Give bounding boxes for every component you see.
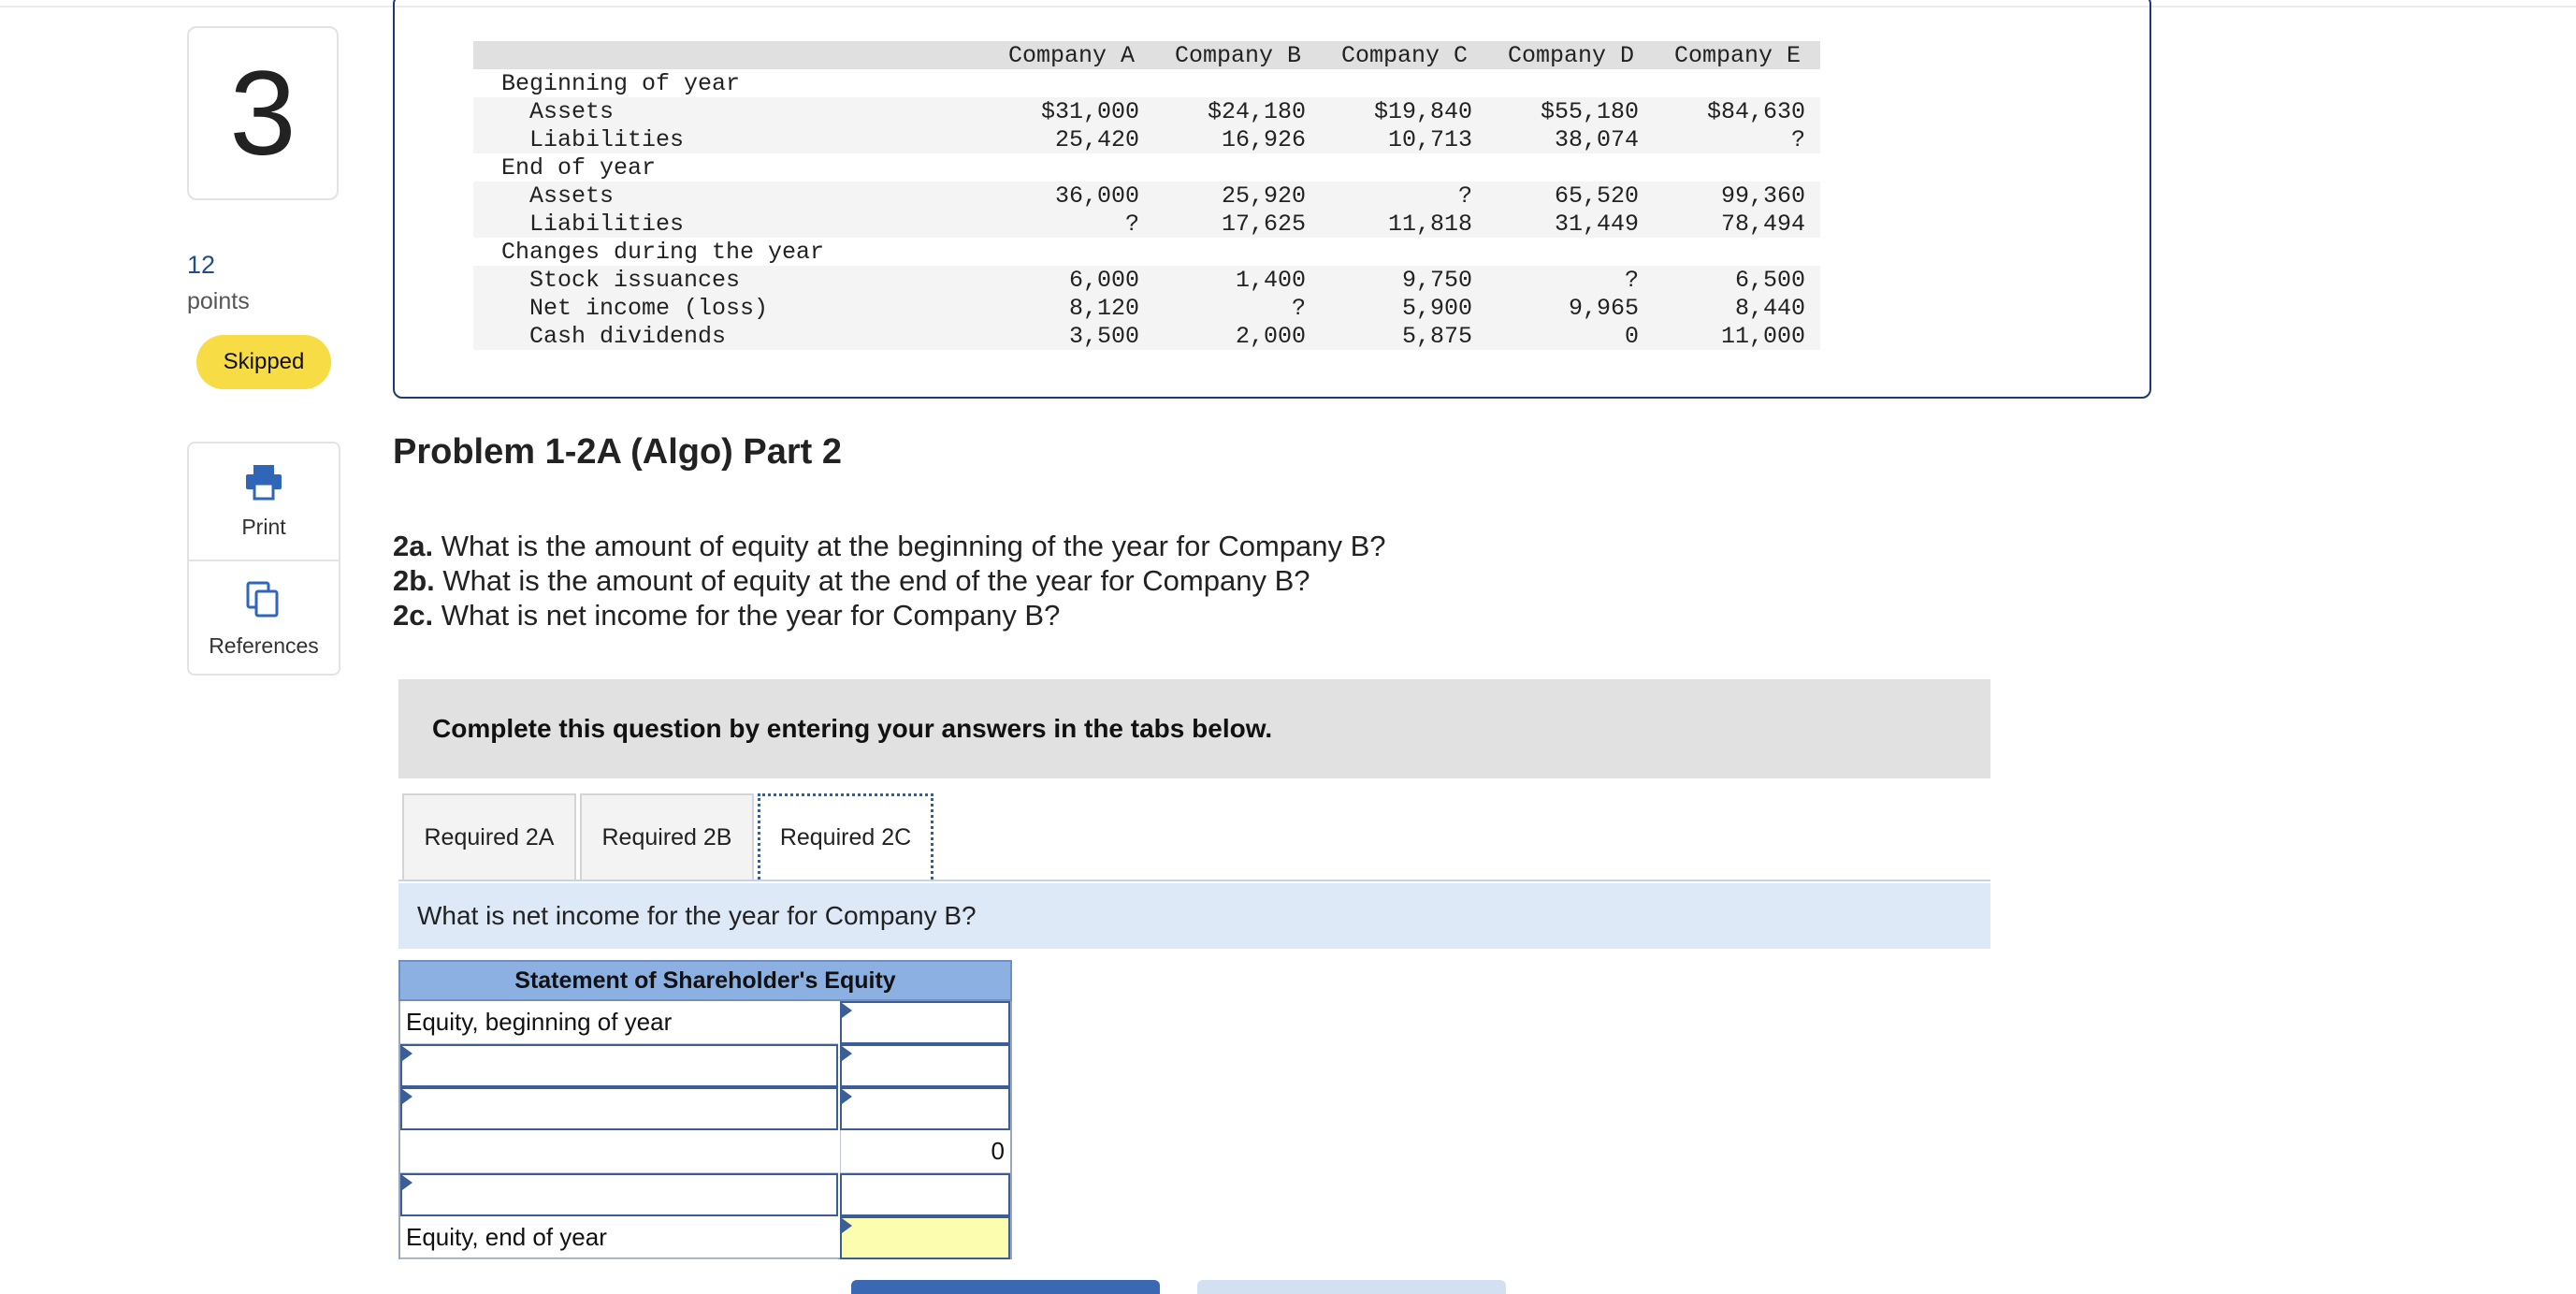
worksheet-title: Statement of Shareholder's Equity bbox=[398, 960, 1012, 1001]
question-part-2c bbox=[393, 599, 1060, 632]
row-label: Net income (loss) bbox=[529, 295, 769, 322]
table-cell: ? bbox=[1124, 211, 1139, 238]
references-icon bbox=[245, 580, 282, 624]
table-cell: 8,440 bbox=[1734, 295, 1805, 322]
dropdown-flag-icon bbox=[842, 1089, 852, 1104]
references-label: References bbox=[209, 633, 319, 658]
row-2-amount-field[interactable] bbox=[842, 1046, 1003, 1085]
table-cell: 5,875 bbox=[1401, 323, 1472, 350]
table-cell: 17,625 bbox=[1221, 211, 1306, 238]
equity-beginning-field[interactable] bbox=[842, 1003, 1003, 1042]
points-label: points bbox=[187, 288, 250, 314]
dropdown-flag-icon bbox=[842, 1003, 852, 1018]
table-cell: 0 bbox=[1624, 323, 1639, 350]
row-3-amount-field[interactable] bbox=[842, 1089, 1003, 1128]
equity-beginning-input[interactable] bbox=[840, 1001, 1010, 1044]
active-question-band bbox=[398, 883, 1990, 949]
subtotal-value: 0 bbox=[840, 1130, 1010, 1173]
question-number: 3 bbox=[229, 46, 297, 181]
worksheet-row-5 bbox=[398, 1173, 1012, 1216]
worksheet-row-subtotal bbox=[398, 1130, 1012, 1173]
table-cell: $55,180 bbox=[1540, 98, 1639, 125]
question-part-2b bbox=[393, 564, 1310, 598]
tab-required-2c[interactable]: Required 2C bbox=[758, 793, 933, 880]
table-cell: 36,000 bbox=[1054, 182, 1139, 210]
column-header: Company D bbox=[1508, 42, 1635, 69]
print-label: Print bbox=[241, 515, 286, 539]
row-3-label-field[interactable] bbox=[408, 1089, 836, 1128]
row-2-label-select[interactable] bbox=[400, 1044, 838, 1087]
table-cell: 11,818 bbox=[1387, 211, 1472, 238]
tools-panel bbox=[187, 442, 340, 676]
dropdown-flag-icon bbox=[402, 1046, 412, 1061]
row-label: Assets bbox=[529, 182, 615, 210]
row-5-amount-input[interactable] bbox=[840, 1173, 1010, 1216]
table-cell: 2,000 bbox=[1235, 323, 1306, 350]
table-cell: $31,000 bbox=[1040, 98, 1139, 125]
status-badge: Skipped bbox=[196, 335, 331, 389]
row-5-label-select[interactable] bbox=[400, 1173, 838, 1216]
table-cell: ? bbox=[1790, 126, 1805, 153]
equity-end-input[interactable] bbox=[840, 1216, 1010, 1259]
table-cell: $24,180 bbox=[1207, 98, 1306, 125]
question-number-box[interactable] bbox=[187, 26, 339, 200]
section-label: Beginning of year bbox=[501, 70, 741, 97]
row-label: Equity, end of year bbox=[400, 1216, 838, 1259]
tab-divider bbox=[398, 880, 1990, 881]
equity-worksheet bbox=[398, 960, 1012, 1259]
table-cell: 9,965 bbox=[1568, 295, 1639, 322]
column-header: Company A bbox=[1008, 42, 1136, 69]
equity-end-field[interactable] bbox=[842, 1218, 1003, 1258]
worksheet-row-2 bbox=[398, 1044, 1012, 1087]
section-label: Changes during the year bbox=[501, 239, 825, 266]
table-cell: $19,840 bbox=[1373, 98, 1472, 125]
tab-required-2a[interactable]: Required 2A bbox=[402, 793, 576, 880]
row-2-amount-input[interactable] bbox=[840, 1044, 1010, 1087]
column-header: Company B bbox=[1175, 42, 1302, 69]
row-label: Liabilities bbox=[529, 211, 685, 238]
table-cell: 8,120 bbox=[1068, 295, 1139, 322]
table-cell: $84,630 bbox=[1706, 98, 1805, 125]
instructions-text: Complete this question by entering your answers in the tabs below. bbox=[432, 714, 1273, 743]
row-label: Stock issuances bbox=[529, 267, 741, 294]
worksheet-row-equity-beginning bbox=[398, 1001, 1012, 1044]
question-part-2a bbox=[393, 530, 1386, 563]
row-3-amount-input[interactable] bbox=[840, 1087, 1010, 1130]
table-cell: 65,520 bbox=[1554, 182, 1639, 210]
dropdown-flag-icon bbox=[402, 1175, 412, 1190]
table-cell: 3,500 bbox=[1068, 323, 1139, 350]
column-header: Company C bbox=[1341, 42, 1469, 69]
table-cell: ? bbox=[1291, 295, 1306, 322]
table-cell: 9,750 bbox=[1401, 267, 1472, 294]
part-text: What is the amount of equity at the beginning of the year for Company B? bbox=[433, 530, 1386, 562]
row-5-label-field[interactable] bbox=[408, 1175, 836, 1214]
worksheet-row-equity-end bbox=[398, 1216, 1012, 1259]
row-label: Assets bbox=[529, 98, 615, 125]
dropdown-flag-icon bbox=[402, 1089, 412, 1104]
references-button[interactable] bbox=[189, 560, 339, 677]
table-cell: ? bbox=[1624, 267, 1639, 294]
column-header: Company E bbox=[1674, 42, 1802, 69]
table-cell: 78,494 bbox=[1720, 211, 1805, 238]
worksheet-row-3 bbox=[398, 1087, 1012, 1130]
dropdown-flag-icon bbox=[842, 1218, 852, 1233]
row-5-amount-field[interactable] bbox=[842, 1175, 1003, 1214]
table-cell: 11,000 bbox=[1720, 323, 1805, 350]
table-cell: 31,449 bbox=[1554, 211, 1639, 238]
table-cell: 6,000 bbox=[1068, 267, 1139, 294]
part-tag: 2a. bbox=[393, 530, 434, 562]
table-cell: 1,400 bbox=[1235, 267, 1306, 294]
prev-button[interactable] bbox=[851, 1280, 1160, 1294]
printer-icon bbox=[244, 463, 283, 505]
table-cell: 6,500 bbox=[1734, 267, 1805, 294]
row-label: Liabilities bbox=[529, 126, 685, 153]
row-3-label-select[interactable] bbox=[400, 1087, 838, 1130]
row-label bbox=[400, 1130, 838, 1173]
part-tag: 2c. bbox=[393, 599, 434, 632]
table-cell: 38,074 bbox=[1554, 126, 1639, 153]
points-value: 12 bbox=[187, 251, 216, 279]
table-cell: 10,713 bbox=[1387, 126, 1472, 153]
table-cell: ? bbox=[1457, 182, 1472, 210]
table-cell: 25,420 bbox=[1054, 126, 1139, 153]
row-label: Equity, beginning of year bbox=[400, 1001, 838, 1044]
table-cell: 5,900 bbox=[1401, 295, 1472, 322]
active-question-text: What is net income for the year for Company B? bbox=[417, 901, 977, 930]
part-tag: 2b. bbox=[393, 564, 435, 597]
table-cell: 16,926 bbox=[1221, 126, 1306, 153]
row-2-label-field[interactable] bbox=[408, 1046, 836, 1085]
next-button[interactable] bbox=[1197, 1280, 1506, 1294]
row-label: Cash dividends bbox=[529, 323, 727, 350]
part-text: What is net income for the year for Company B? bbox=[433, 599, 1061, 632]
tab-required-2b[interactable]: Required 2B bbox=[580, 793, 754, 880]
problem-title: Problem 1-2A (Algo) Part 2 bbox=[393, 432, 843, 472]
part-text: What is the amount of equity at the end of the year for Company B? bbox=[434, 564, 1310, 597]
table-cell: 25,920 bbox=[1221, 182, 1306, 210]
section-label: End of year bbox=[501, 154, 657, 182]
instructions-band bbox=[398, 679, 1990, 778]
print-button[interactable] bbox=[189, 443, 339, 560]
table-cell: 99,360 bbox=[1720, 182, 1805, 210]
dropdown-flag-icon bbox=[842, 1046, 852, 1061]
